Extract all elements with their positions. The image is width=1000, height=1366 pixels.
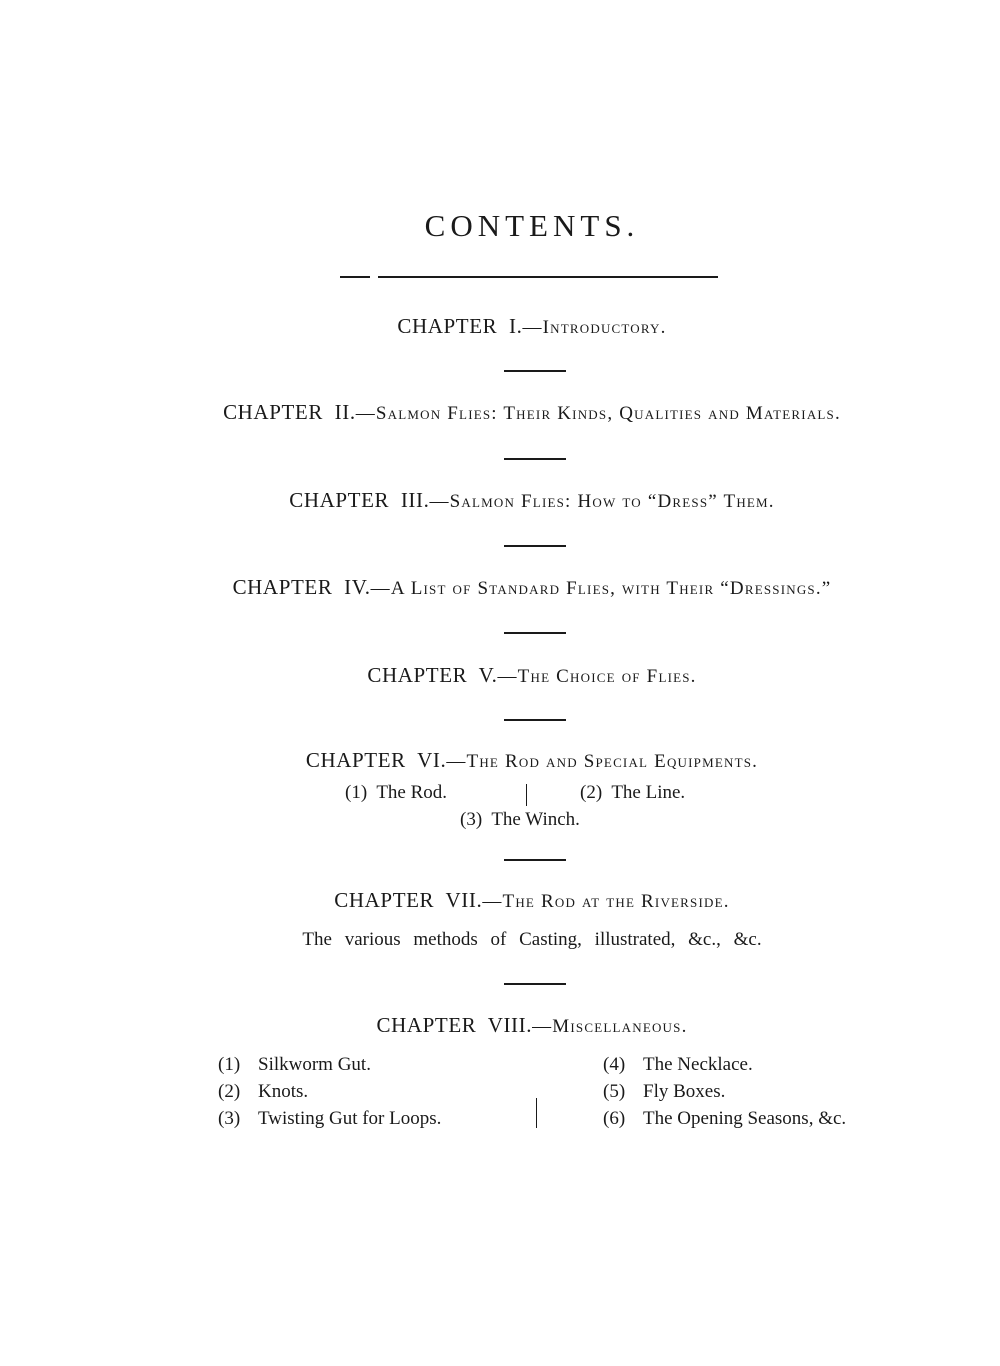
chapter-label: CHAPTER (334, 888, 435, 912)
chapter-6-item-3 (460, 809, 580, 831)
page-title: CONTENTS. (424, 208, 640, 243)
title-rule-line (378, 276, 718, 278)
item-number: (3) (460, 809, 483, 830)
chapter-6-item-2 (580, 782, 685, 804)
item-number: (1) (345, 782, 368, 803)
chapter-numeral: VIII. (487, 1013, 533, 1037)
item-text: The Winch. (491, 809, 580, 830)
chapter-8-item-3 (218, 1108, 441, 1130)
chapter-label: CHAPTER (289, 488, 390, 512)
separator-rule (504, 719, 566, 721)
chapter-1-heading (0, 314, 1000, 339)
chapter-8-item-6 (603, 1108, 846, 1130)
column-divider (536, 1098, 537, 1128)
chapter-label: CHAPTER (397, 314, 498, 338)
chapter-8-item-5 (603, 1081, 725, 1103)
chapter-label: CHAPTER (376, 1013, 477, 1037)
chapter-numeral: I. (508, 314, 523, 338)
separator-rule (504, 632, 566, 634)
item-number: (5) (603, 1081, 626, 1102)
title-rule-dash (340, 276, 370, 278)
chapter-8-item-1 (218, 1054, 371, 1076)
item-text: Silkworm Gut. (258, 1054, 371, 1075)
chapter-numeral: VI. (417, 748, 447, 772)
item-number: (2) (218, 1081, 241, 1102)
separator-rule (504, 545, 566, 547)
item-text: Fly Boxes. (643, 1081, 726, 1102)
item-number: (6) (603, 1108, 626, 1129)
chapter-6-heading (0, 748, 1000, 773)
item-number: (1) (218, 1054, 241, 1075)
column-divider (526, 784, 527, 806)
chapter-title: —The Rod and Special Equipments. (446, 751, 759, 772)
separator-rule (504, 370, 566, 372)
separator-rule (504, 458, 566, 460)
item-text: The Necklace. (643, 1054, 753, 1075)
item-text: The Line. (611, 782, 686, 803)
chapter-label: CHAPTER (367, 663, 468, 687)
chapter-2-heading (0, 400, 1000, 425)
item-text: The Rod. (376, 782, 448, 803)
chapter-5-heading (0, 663, 1000, 688)
chapter-title: —The Rod at the Riverside. (482, 891, 730, 912)
item-text: The Opening Seasons, &c. (643, 1108, 847, 1129)
item-number: (2) (580, 782, 603, 803)
chapter-numeral: III. (400, 488, 430, 512)
chapter-numeral: II. (334, 400, 356, 424)
chapter-numeral: IV. (344, 575, 371, 599)
item-text: Knots. (258, 1081, 309, 1102)
chapter-title: —Salmon Flies: How to “Dress” Them. (429, 491, 775, 512)
chapter-title: —Introductory. (522, 317, 667, 338)
chapter-title: —Miscellaneous. (532, 1016, 688, 1037)
chapter-8-heading (0, 1013, 1000, 1038)
chapter-label: CHAPTER (305, 748, 406, 772)
separator-rule (504, 983, 566, 985)
item-text: Twisting Gut for Loops. (258, 1108, 442, 1129)
chapter-4-heading (0, 575, 1000, 600)
chapter-numeral: VII. (445, 888, 483, 912)
chapter-7-heading (0, 888, 1000, 913)
chapter-7-note: The various methods of Casting, illustrated, &c., &c. (302, 929, 762, 950)
chapter-label: CHAPTER (232, 575, 333, 599)
chapter-label: CHAPTER (223, 400, 323, 424)
chapter-8-item-4 (603, 1054, 753, 1076)
chapter-numeral: V. (478, 663, 498, 687)
chapter-3-heading (0, 488, 1000, 513)
chapter-8-item-2 (218, 1081, 308, 1103)
chapter-title: —The Choice of Flies. (497, 666, 697, 687)
title-rule (340, 276, 718, 278)
chapter-6-item-1 (345, 782, 447, 804)
item-number: (3) (218, 1108, 241, 1129)
chapter-title: —A List of Standard Flies, with Their “Dressings.” (370, 578, 832, 599)
item-number: (4) (603, 1054, 626, 1075)
separator-rule (504, 859, 566, 861)
chapter-title: —Salmon Flies: Their Kinds, Qualities and Materials. (355, 403, 841, 424)
